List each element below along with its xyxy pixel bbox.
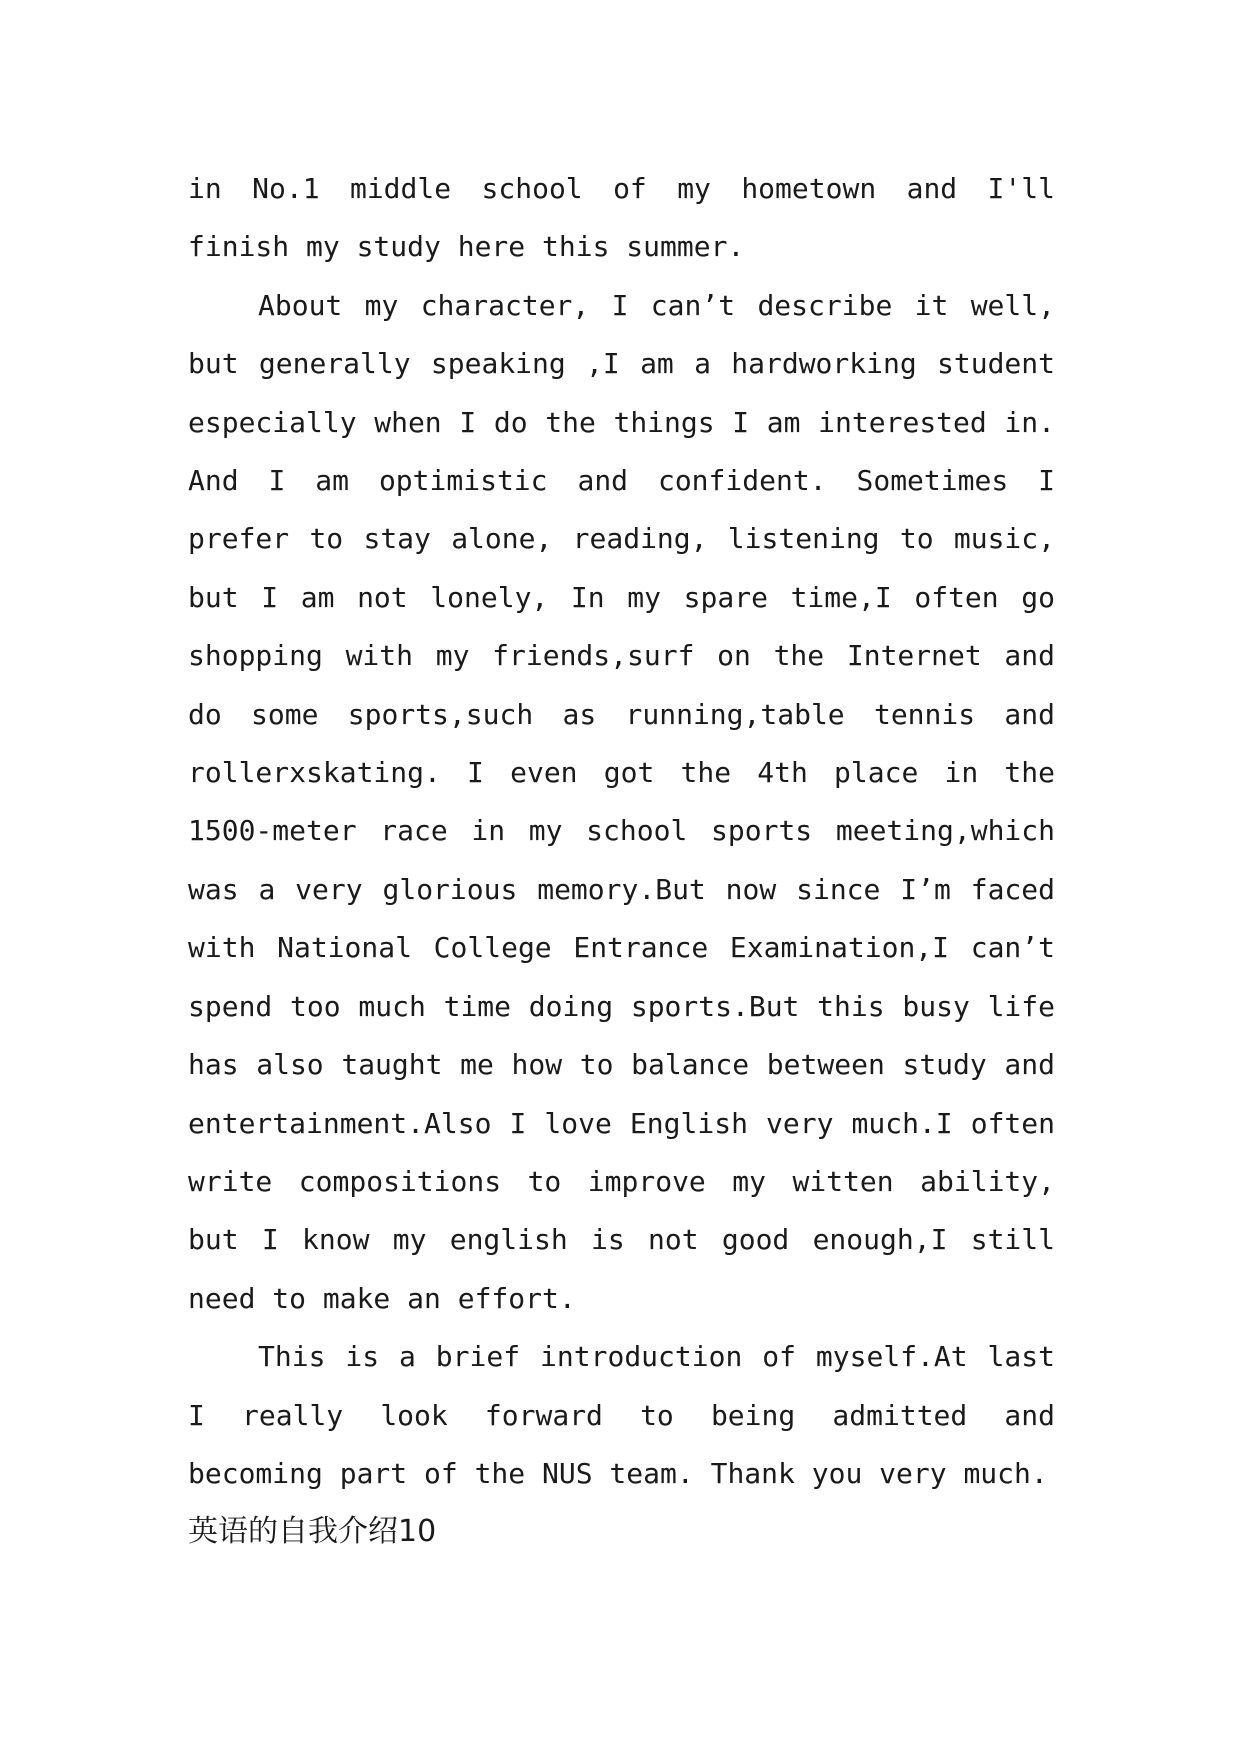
paragraph-1: in No.1 middle school of my hometown and I'll finish my study here this summer. xyxy=(188,172,1055,264)
section-heading: 英语的自我介绍10 xyxy=(188,1514,437,1550)
paragraph-3: This is a brief introduction of myself.At last I really look forward to being admitted and becoming part of the NUS team. Thank you very much. xyxy=(188,1340,1055,1490)
document-body xyxy=(188,160,1055,1562)
paragraph-2: About my character, I can’t describe it well, but generally speaking ,I am a hardworking student especially when I do the things I am interested in. And I am optimistic and confident. Sometimes I prefer to stay alone, reading, listening to music, but I am not lonely, In my spare time,I often go shopping with my friends,surf on the Internet and do some sports,such as running,table tennis and rollerxskating. I even got the 4th place in the 1500-meter race in my school sports meeting,which was a very glorious memory.But now since I’m faced with National College Entrance Examination,I can’t spend too much time doing sports.But this busy life has also taught me how to balance between study and entertainment.Also I love English very much.I often write compositions to improve my witten ability, but I know my english is not good enough,I still need to make an effort. xyxy=(188,288,1055,1315)
